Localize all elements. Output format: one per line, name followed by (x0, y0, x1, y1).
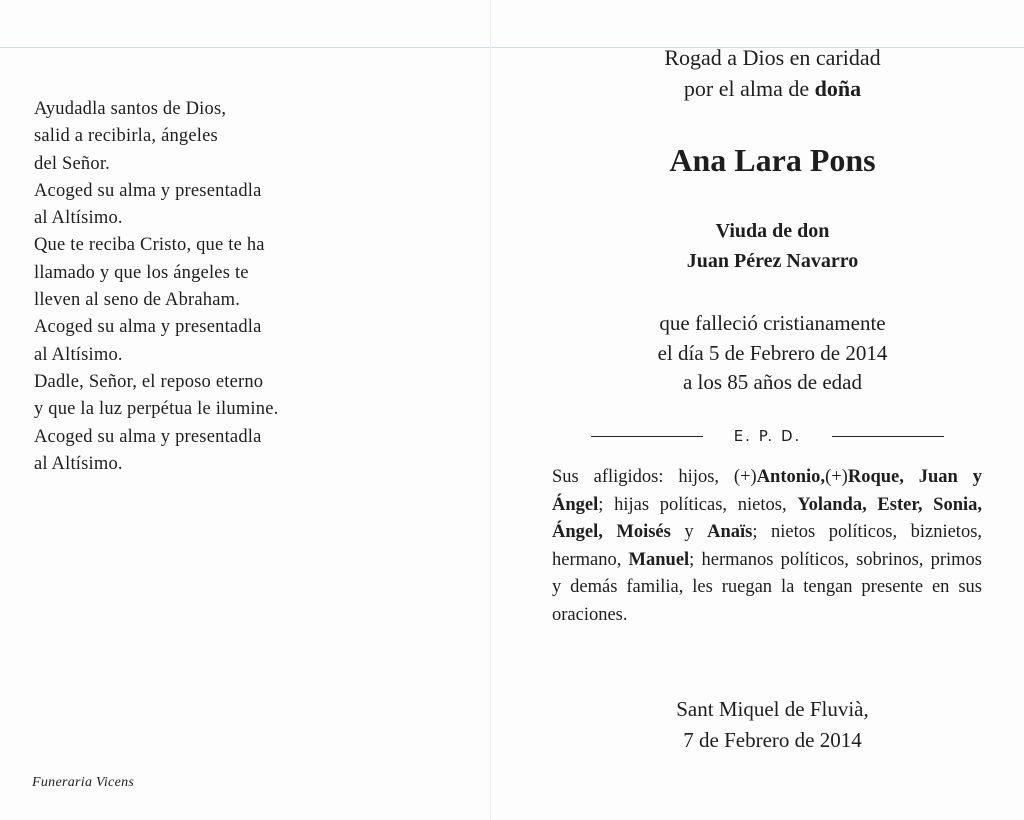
mourners-paragraph (552, 464, 982, 629)
date: 7 de Febrero de 2014 (683, 728, 862, 752)
deceased-name: Ana Lara Pons (669, 142, 876, 178)
left-page (0, 0, 490, 820)
prayer-line: al Altísimo. (34, 208, 123, 229)
mourner-name: Roque, Juan y Ángel (552, 467, 982, 515)
mourners-text: ; nietos políticos, biznietos, hermano, (552, 522, 983, 570)
death-line-3: a los 85 años de edad (682, 370, 863, 394)
place-and-date (491, 694, 1024, 756)
epd-text: E. P. D. (733, 427, 802, 445)
prayer-line: Acoged su alma y presentadla (34, 317, 262, 338)
prayer-line: Acoged su alma y presentadla (34, 426, 262, 447)
header-line-1: Rogad a Dios en caridad (664, 45, 881, 70)
prayer-line: al Altísimo. (34, 453, 123, 474)
prayer-line: Dadle, Señor, el reposo eterno (34, 371, 264, 392)
prayer-line: Acoged su alma y presentadla (34, 180, 262, 201)
divider-line-left (591, 436, 703, 437)
prayer-line: salid a recibirla, ángeles (34, 126, 218, 147)
epd-divider (591, 426, 944, 446)
header-honorific: doña (814, 76, 862, 101)
prayer-line: Ayudadla santos de Dios, (34, 99, 227, 119)
death-line-1: que falleció cristianamente (659, 311, 886, 335)
prayer-line: del Señor. (34, 153, 110, 174)
header-line-2-text: por el alma de (683, 76, 815, 101)
mourner-name: Yolanda, Ester, Sonia, Ángel, Moisés (552, 494, 983, 542)
prayer-line: lleven al seno de Abraham. (34, 290, 241, 311)
prayer-text (34, 96, 364, 478)
funeral-home-name: Funeraria Vicens (32, 775, 135, 790)
mourners-text: (+) (825, 467, 848, 487)
death-details (491, 309, 1024, 398)
prayer-line: llamado y que los ángeles te (34, 262, 249, 283)
death-line-2: el día 5 de Febrero de 2014 (657, 340, 888, 365)
widow-line-2: Juan Pérez Navarro (686, 250, 859, 272)
divider-line-right (832, 436, 944, 437)
right-page (491, 0, 1024, 820)
mourners-text: ; hermanos políticos, sobrinos, primos y demás familia, les ruegan la tengan presente en sus oraciones. (552, 549, 982, 625)
widow-info (491, 216, 1024, 276)
prayer-line: Que te reciba Cristo, que te ha (34, 235, 265, 256)
mourner-name: Manuel (628, 549, 690, 570)
place: Sant Miquel de Fluvià, (676, 697, 869, 721)
mourners-text: y (670, 522, 708, 542)
header-invocation (491, 42, 1024, 104)
prayer-line: al Altísimo. (34, 344, 123, 365)
widow-line-1: Viuda de don (715, 220, 830, 242)
mourner-name: Anaïs (707, 522, 753, 542)
header-line-2 (491, 73, 1024, 104)
mourner-name: Antonio, (756, 467, 826, 487)
mourners-text: ; hijas políticas, nietos, (598, 494, 798, 515)
mourners-text: Sus afligidos: hijos, (+) (552, 467, 757, 487)
prayer-line: y que la luz perpétua le ilumine. (34, 399, 279, 420)
